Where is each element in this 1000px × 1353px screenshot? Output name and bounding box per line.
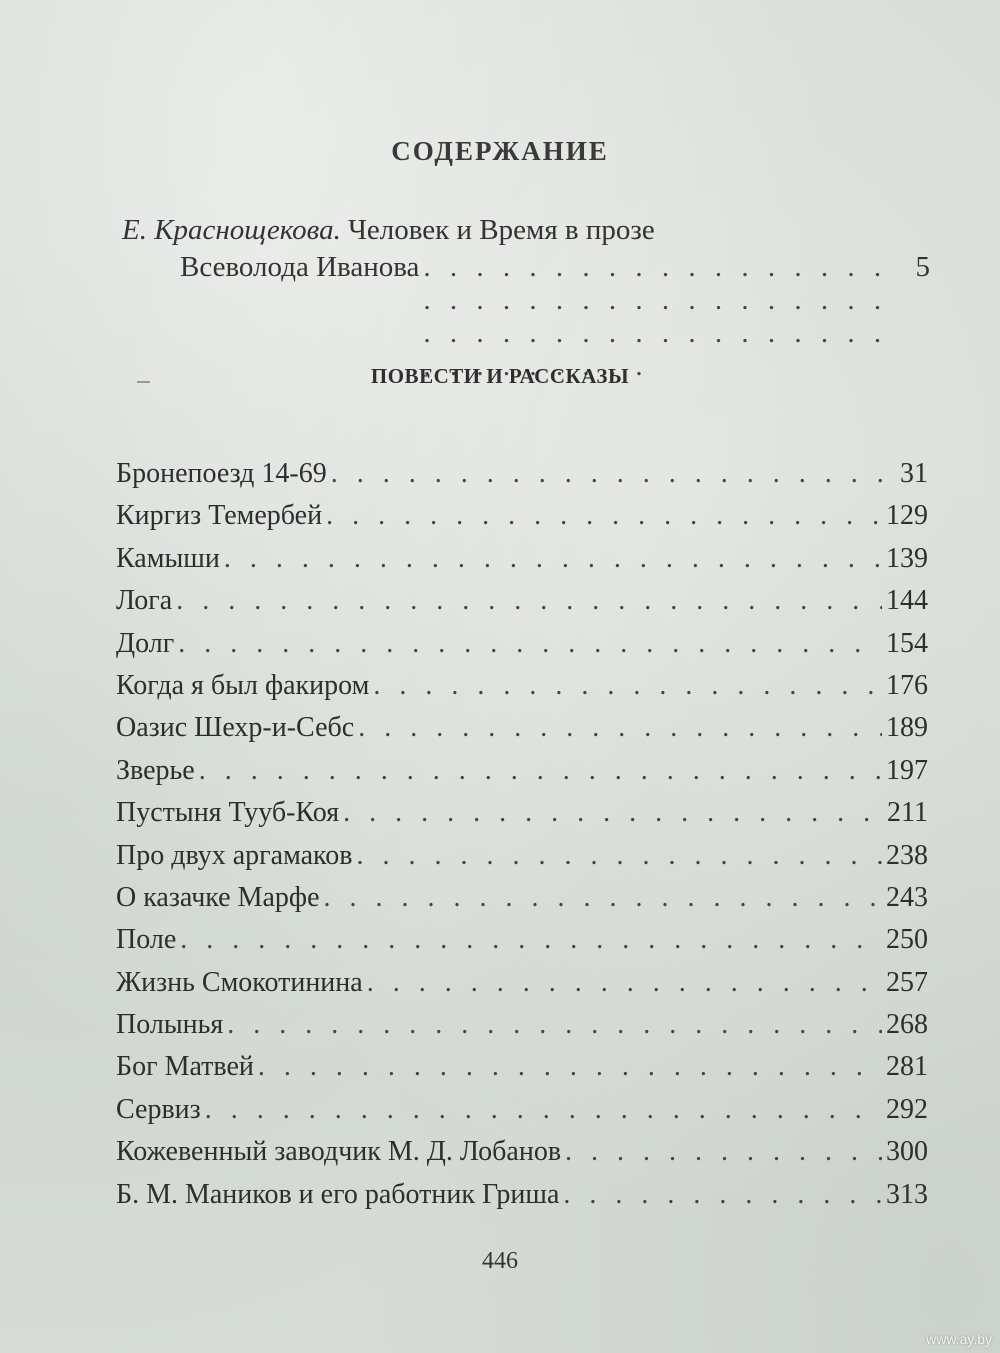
dot-leader: [324, 882, 882, 914]
dot-leader: [358, 712, 882, 744]
entry-page-number: 238: [886, 839, 928, 871]
entry-page-number: 281: [886, 1051, 928, 1083]
toc-entry: [116, 628, 928, 670]
entry-page-number: 144: [886, 585, 928, 617]
dot-leader: [343, 797, 883, 829]
entry-page-number: 154: [886, 627, 928, 659]
entry-page-number: 300: [886, 1136, 928, 1168]
dot-leader: [367, 967, 882, 999]
intro-title-part-1: Человек и Время в прозе: [340, 214, 655, 246]
intro-author: Е. Краснощекова.: [122, 214, 341, 246]
intro-line-1: [122, 214, 930, 247]
toc-entry: [116, 670, 928, 712]
dot-leader: [224, 543, 882, 575]
dot-leader: [227, 1009, 882, 1041]
toc-entry: [116, 712, 928, 754]
page-number-footer: 446: [482, 1248, 518, 1274]
toc-entry: [116, 924, 928, 966]
entry-page-number: 211: [887, 797, 928, 829]
dot-leader: [356, 840, 882, 872]
toc-entry: [116, 967, 928, 1009]
entry-title: Сервиз: [116, 1093, 201, 1125]
entry-page-number: 250: [886, 924, 928, 956]
entry-page-number: 189: [886, 712, 928, 744]
entry-title: Бронепоезд 14-69: [116, 458, 327, 489]
toc-entry: [116, 585, 928, 627]
dot-leader: [178, 628, 882, 660]
entry-title: Когда я был факиром: [116, 669, 370, 701]
dot-leader: [565, 1136, 882, 1168]
entry-title: Кожевенный заводчик М. Д. Лобанов: [116, 1136, 562, 1168]
toc-entry: [116, 840, 928, 882]
dot-leader: [180, 924, 882, 956]
entry-page-number: 292: [886, 1093, 928, 1125]
entry-title: Зверье: [116, 754, 195, 786]
page-title: СОДЕРЖАНИЕ: [391, 136, 609, 166]
entry-title: Про двух аргамаков: [116, 839, 353, 871]
watermark: www.ay.by: [926, 1331, 992, 1347]
toc-entry: [116, 1094, 928, 1136]
toc-list: [116, 458, 928, 1221]
entry-title: Камыши: [116, 542, 220, 574]
entry-title: Поле: [116, 924, 177, 956]
toc-entry: [116, 1136, 928, 1178]
entry-page-number: 129: [886, 500, 928, 532]
entry-page-number: 139: [886, 542, 928, 574]
entry-title: Пустыня Тууб-Коя: [116, 797, 340, 829]
entry-page-number: 257: [886, 966, 928, 998]
dot-leader: [205, 1094, 882, 1126]
entry-title: Киргиз Темербей: [116, 500, 323, 532]
toc-entry: [116, 1179, 928, 1221]
dot-leader: [331, 458, 896, 490]
toc-entry: [116, 1009, 928, 1051]
dot-leader: [176, 585, 882, 617]
toc-entry: [116, 500, 928, 542]
toc-entry: [116, 882, 928, 924]
entry-title: Оазис Шехр-и-Себс: [116, 712, 355, 744]
entry-title: Бог Матвей: [116, 1051, 254, 1083]
entry-page-number: 243: [886, 881, 928, 913]
intro-entry: [122, 214, 930, 383]
entry-page-number: 313: [886, 1178, 928, 1210]
entry-title: Жизнь Смокотинина: [116, 966, 363, 998]
entry-page-number: 176: [886, 669, 928, 701]
toc-entry: [116, 1051, 928, 1093]
entry-page-number: 197: [886, 754, 928, 786]
entry-page-number: 268: [886, 1009, 928, 1041]
dot-leader: [563, 1179, 882, 1211]
toc-entry: [116, 458, 928, 500]
dot-leader: [199, 755, 882, 787]
dot-leader: [373, 670, 882, 702]
entry-title: Долг: [116, 627, 175, 659]
dot-leader: [326, 500, 882, 532]
intro-page-number: 5: [915, 251, 930, 283]
intro-title-part-2: Всеволода Иванова: [180, 251, 420, 283]
entry-page-number: 31: [900, 458, 928, 489]
dot-leader: [258, 1051, 882, 1083]
entry-title: Полынья: [116, 1009, 224, 1041]
toc-entry: [116, 797, 928, 839]
toc-entry: [116, 755, 928, 797]
entry-title: Лога: [116, 585, 173, 617]
entry-title: О казачке Марфе: [116, 881, 320, 913]
entry-title: Б. М. Маников и его работник Гриша: [116, 1178, 560, 1210]
toc-entry: [116, 543, 928, 585]
section-title: ПОВЕСТИ И РАССКАЗЫ: [370, 364, 630, 388]
